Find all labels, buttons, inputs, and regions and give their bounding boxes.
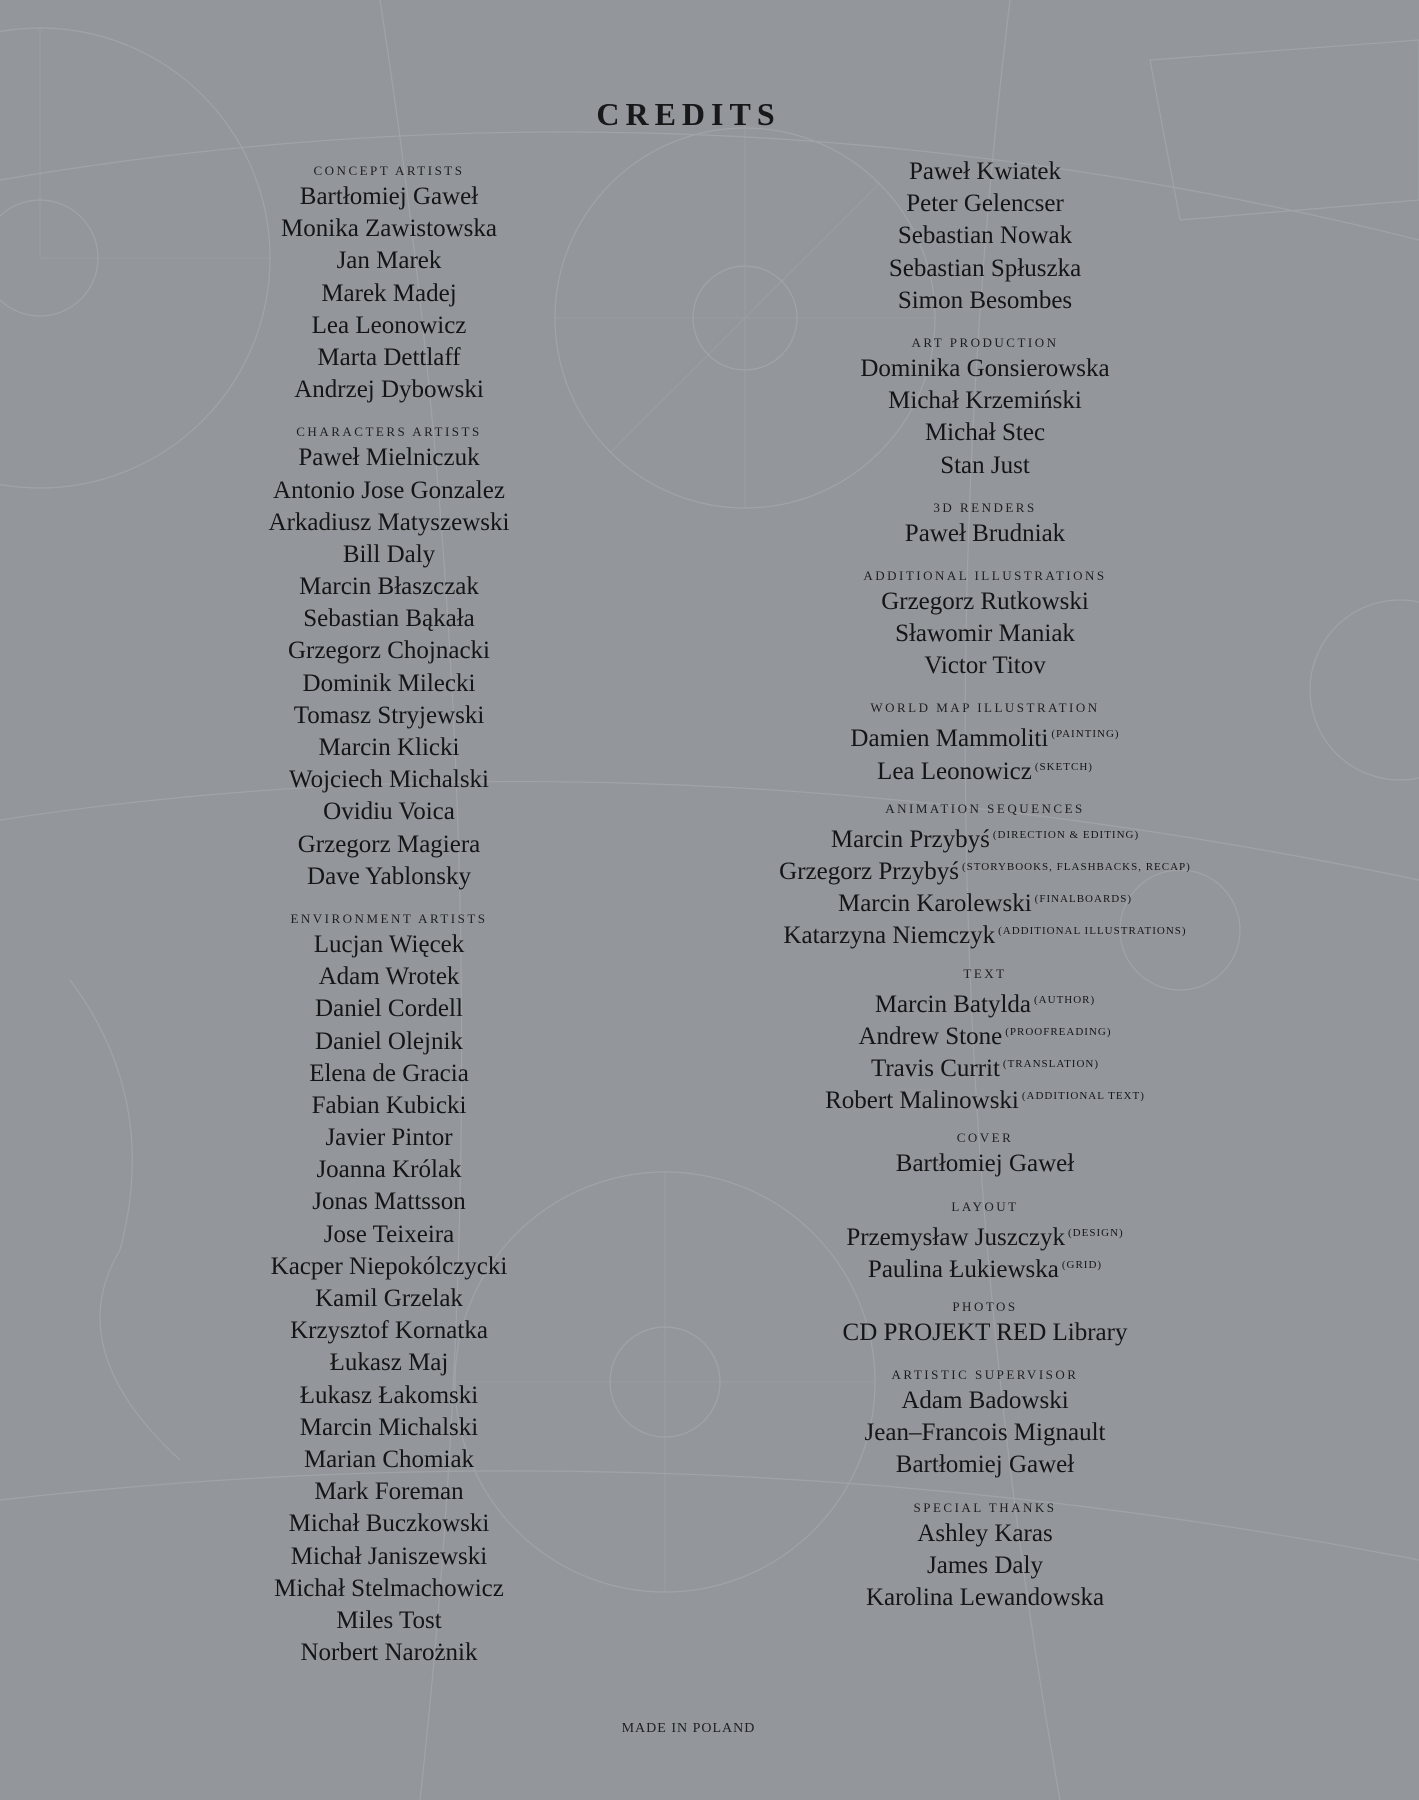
credit-role-note: (ADDITIONAL TEXT) <box>1021 1090 1145 1103</box>
credit-entry <box>720 1417 1250 1449</box>
credit-name: Tomasz Stryjewski <box>293 701 485 729</box>
credit-role-note: (TRANSLATION) <box>1002 1057 1100 1070</box>
section-heading: ADDITIONAL ILLUSTRATIONS <box>863 567 1107 583</box>
section-spacer <box>720 550 1250 566</box>
credit-entry <box>720 1016 1250 1048</box>
credit-entry <box>720 385 1250 417</box>
credit-name: Daniel Cordell <box>315 995 463 1023</box>
credit-entry <box>214 929 564 961</box>
credit-role-note: (SKETCH) <box>1034 760 1093 773</box>
credit-name: Joanna Królak <box>316 1156 462 1184</box>
section-spacer <box>214 893 564 909</box>
credit-name: Sławomir Maniak <box>895 620 1075 648</box>
credit-entry <box>214 1058 564 1090</box>
credit-name: Damien Mammoliti <box>850 725 1049 753</box>
credit-name: Bartłomiej Gaweł <box>895 1451 1075 1479</box>
credit-entry <box>214 1315 564 1347</box>
credit-name: Mark Foreman <box>314 1478 464 1506</box>
credit-entry <box>720 253 1250 285</box>
credit-entry <box>214 245 564 277</box>
credit-entry <box>214 374 564 406</box>
credits-section <box>214 422 564 893</box>
credit-name: Łukasz Maj <box>329 1349 449 1377</box>
credit-name: Marta Dettlaff <box>317 343 461 371</box>
credits-section <box>720 799 1250 948</box>
credit-name: Grzegorz Chojnacki <box>287 637 490 665</box>
credit-name: Michał Stelmachowicz <box>274 1574 504 1602</box>
credit-entry <box>214 1476 564 1508</box>
credit-name: Lea Leonowicz <box>311 311 467 339</box>
credits-section <box>720 156 1250 317</box>
credit-entry <box>720 353 1250 385</box>
section-heading: ART PRODUCTION <box>911 334 1059 350</box>
credit-name: Ashley Karas <box>917 1519 1053 1547</box>
credit-role-note: (FINALBOARDS) <box>1034 893 1133 906</box>
credit-entry <box>720 1148 1250 1180</box>
credit-name: Javier Pintor <box>325 1124 453 1152</box>
credit-name: Bartłomiej Gaweł <box>299 183 479 210</box>
credit-entry <box>720 1317 1250 1349</box>
credit-name: Paulina Łukiewska <box>867 1255 1059 1283</box>
credit-entry <box>720 1385 1250 1417</box>
credit-entry <box>720 450 1250 482</box>
credit-entry <box>720 1048 1250 1080</box>
credit-entry <box>214 1026 564 1058</box>
credit-role-note: (PROOFREADING) <box>1005 1025 1112 1038</box>
credit-name: Ovidiu Voica <box>323 798 455 826</box>
credit-entry <box>214 539 564 571</box>
credit-entry <box>214 181 564 213</box>
section-heading: WORLD MAP ILLUSTRATION <box>870 700 1100 716</box>
credit-entry <box>720 915 1250 950</box>
credit-entry <box>214 961 564 993</box>
section-heading: 3D RENDERS <box>933 499 1037 515</box>
credit-entry <box>214 796 564 828</box>
credit-role-note: (DIRECTION & EDITING) <box>992 828 1140 841</box>
credit-name: Daniel Olejnik <box>315 1027 463 1055</box>
credit-name: Michał Stec <box>924 419 1046 447</box>
credit-name: Marek Madej <box>321 279 457 307</box>
credit-name: Peter Gelencser <box>906 190 1064 218</box>
credit-entry <box>214 442 564 474</box>
credit-name: Andrzej Dybowski <box>294 376 484 404</box>
credit-name: Bill Daly <box>342 540 436 568</box>
credit-name: Marcin Błaszczak <box>299 573 479 601</box>
section-spacer <box>720 1181 1250 1197</box>
credit-entry <box>720 188 1250 220</box>
credits-section <box>720 1128 1250 1180</box>
credit-entry <box>720 1249 1250 1281</box>
credit-name: Wojciech Michalski <box>288 766 489 794</box>
credit-name: Kamil Grzelak <box>315 1285 463 1312</box>
credits-right-column <box>720 156 1250 1614</box>
credit-name: Adam Badowski <box>901 1387 1069 1415</box>
credit-entry <box>214 1186 564 1218</box>
credit-name: Dave Yablonsky <box>307 862 471 890</box>
section-heading: ANIMATION SEQUENCES <box>885 800 1085 816</box>
credit-name: Monika Zawistowska <box>281 215 497 243</box>
credit-entry <box>214 1090 564 1122</box>
credit-name: Jan Marek <box>336 247 442 275</box>
credit-entry <box>720 851 1250 883</box>
credit-entry <box>214 1122 564 1154</box>
credit-role-note: (PAINTING) <box>1051 728 1120 741</box>
credit-name: Travis Currit <box>870 1054 1000 1082</box>
credits-section <box>720 1498 1250 1615</box>
section-heading: ENVIRONMENT ARTISTS <box>290 910 488 926</box>
section-spacer <box>720 1349 1250 1365</box>
credit-name: Robert Malinowski <box>825 1087 1019 1115</box>
credit-name: Paweł Mielniczuk <box>298 444 480 472</box>
credit-entry <box>214 507 564 539</box>
credits-section <box>720 498 1250 550</box>
credit-entry <box>720 1449 1250 1481</box>
section-heading: TEXT <box>963 965 1007 981</box>
credit-name: Michał Buczkowski <box>288 1510 490 1538</box>
section-spacer <box>720 1281 1250 1297</box>
credit-entry <box>720 586 1250 618</box>
credit-name: Dominik Milecki <box>302 669 476 697</box>
credit-entry <box>214 475 564 507</box>
section-heading: ARTISTIC SUPERVISOR <box>891 1367 1079 1383</box>
section-spacer <box>720 1482 1250 1498</box>
credit-entry <box>214 213 564 245</box>
credit-entry <box>720 417 1250 449</box>
credit-entry <box>214 1508 564 1540</box>
credits-section <box>720 333 1250 482</box>
credit-entry <box>720 285 1250 317</box>
credit-name: Marian Chomiak <box>303 1445 475 1473</box>
section-heading: LAYOUT <box>951 1198 1019 1214</box>
credit-entry <box>214 1605 564 1637</box>
credit-name: Fabian Kubicki <box>311 1091 467 1119</box>
credit-name: Elena de Gracia <box>309 1059 469 1087</box>
credit-name: Victor Titov <box>924 652 1046 680</box>
credit-name: Jose Teixeira <box>323 1220 455 1248</box>
credits-section <box>720 964 1250 1113</box>
credits-section <box>720 1297 1250 1349</box>
section-spacer <box>720 317 1250 333</box>
credit-name: Antonio Jose Gonzalez <box>273 476 505 504</box>
section-heading: PHOTOS <box>952 1298 1018 1314</box>
credit-entry <box>214 1283 564 1315</box>
credit-name: Michał Janiszewski <box>290 1542 488 1570</box>
credit-name: Przemysław Juszczyk <box>846 1223 1066 1251</box>
credit-name: Bartłomiej Gaweł <box>895 1150 1075 1178</box>
credit-name: Miles Tost <box>336 1606 442 1634</box>
credit-entry <box>214 310 564 342</box>
credit-name: Simon Besombes <box>897 286 1073 314</box>
credit-name: Paweł Brudniak <box>904 519 1066 547</box>
credit-entry <box>214 764 564 796</box>
credit-entry <box>214 861 564 893</box>
credit-name: Andrew Stone <box>858 1022 1003 1050</box>
credit-entry <box>720 718 1250 753</box>
credit-entry <box>214 603 564 635</box>
section-heading: COVER <box>956 1130 1014 1146</box>
credit-entry <box>214 700 564 732</box>
credit-role-note: (GRID) <box>1061 1258 1103 1271</box>
credit-name: Arkadiusz Matyszewski <box>268 508 510 536</box>
credit-entry <box>720 1582 1250 1614</box>
credit-name: Jonas Mattsson <box>312 1188 466 1216</box>
credit-name: Paweł Kwiatek <box>908 158 1062 185</box>
credit-name: Norbert Narożnik <box>300 1639 478 1667</box>
made-in-poland-footer: MADE IN POLAND <box>621 1721 756 1736</box>
credit-entry <box>214 571 564 603</box>
credit-entry <box>214 1444 564 1476</box>
section-heading: CHARACTERS ARTISTS <box>296 424 482 440</box>
credit-entry <box>214 635 564 667</box>
credit-entry <box>720 883 1250 918</box>
credits-section <box>720 566 1250 683</box>
credit-name: Marcin Batylda <box>874 990 1032 1018</box>
credit-name: CD PROJEKT RED Library <box>842 1318 1128 1346</box>
credit-name: Sebastian Bąkała <box>303 605 475 633</box>
credit-entry <box>720 650 1250 682</box>
credit-entry <box>214 342 564 374</box>
credit-name: Lea Leonowicz <box>877 757 1032 785</box>
credit-name: Karolina Lewandowska <box>865 1584 1105 1611</box>
credit-name: Marcin Przybyś <box>830 825 990 853</box>
credit-name: Łukasz Łakomski <box>299 1381 479 1409</box>
credit-entry <box>214 1573 564 1605</box>
credit-entry <box>214 1541 564 1573</box>
credit-name: Sebastian Nowak <box>897 222 1073 250</box>
credit-name: Michał Krzemiński <box>888 387 1082 415</box>
credit-name: Katarzyna Niemczyk <box>783 922 996 950</box>
credit-entry <box>214 1412 564 1444</box>
credit-name: Grzegorz Przybyś <box>779 858 959 885</box>
credits-section <box>720 1365 1250 1482</box>
credit-entry <box>720 618 1250 650</box>
credits-section <box>214 909 564 1669</box>
credit-entry <box>720 1217 1250 1249</box>
section-spacer <box>214 406 564 422</box>
credit-entry <box>214 829 564 861</box>
credit-name: Grzegorz Magiera <box>297 830 481 858</box>
section-spacer <box>720 783 1250 799</box>
credit-entry <box>214 1219 564 1251</box>
credit-name: Marcin Klicki <box>318 734 460 761</box>
credit-entry <box>720 819 1250 851</box>
credit-entry <box>214 1154 564 1186</box>
section-spacer <box>720 682 1250 698</box>
credit-entry <box>214 668 564 700</box>
credits-section <box>720 698 1250 785</box>
credit-entry <box>214 278 564 310</box>
credit-entry <box>720 1518 1250 1550</box>
credit-name: Stan Just <box>940 451 1030 479</box>
credit-name: Lucjan Więcek <box>313 930 465 958</box>
credit-entry <box>720 1550 1250 1582</box>
credit-entry <box>214 1347 564 1379</box>
section-heading: CONCEPT ARTISTS <box>313 163 465 178</box>
credit-name: Kacper Niepokólczycki <box>270 1252 508 1280</box>
credit-role-note: (STORYBOOKS, FLASHBACKS, RECAP) <box>961 861 1191 873</box>
section-spacer <box>720 482 1250 498</box>
credit-entry <box>720 1080 1250 1115</box>
credit-entry <box>720 518 1250 550</box>
credit-entry <box>214 1251 564 1283</box>
page-title: CREDITS <box>596 96 781 132</box>
credit-name: Sebastian Spłuszka <box>888 254 1082 282</box>
credit-entry <box>720 984 1250 1016</box>
credit-name: James Daly <box>927 1551 1043 1579</box>
credits-section <box>214 161 564 406</box>
credit-name: Grzegorz Rutkowski <box>881 587 1089 615</box>
credit-entry <box>720 751 1250 783</box>
credit-name: Dominika Gonsierowska <box>860 354 1110 382</box>
section-spacer <box>720 948 1250 964</box>
credit-entry <box>214 993 564 1025</box>
credit-name: Jean–Francois Mignault <box>864 1419 1106 1447</box>
credit-name: Adam Wrotek <box>318 963 460 991</box>
credit-name: Marcin Michalski <box>299 1413 479 1441</box>
credit-entry <box>214 1380 564 1412</box>
credit-entry <box>720 220 1250 252</box>
credits-section <box>720 1197 1250 1281</box>
credit-role-note: (ADDITIONAL ILLUSTRATIONS) <box>998 925 1187 938</box>
credit-name: Marcin Karolewski <box>837 890 1032 918</box>
credit-entry <box>720 156 1250 188</box>
credit-role-note: (DESIGN) <box>1068 1226 1124 1239</box>
credit-role-note: (AUTHOR) <box>1034 993 1096 1006</box>
credits-left-column <box>214 161 564 1669</box>
credit-entry <box>214 732 564 764</box>
credit-name: Krzysztof Kornatka <box>290 1317 488 1345</box>
section-spacer <box>720 1112 1250 1128</box>
section-heading: SPECIAL THANKS <box>913 1499 1057 1515</box>
credit-entry <box>214 1637 564 1669</box>
